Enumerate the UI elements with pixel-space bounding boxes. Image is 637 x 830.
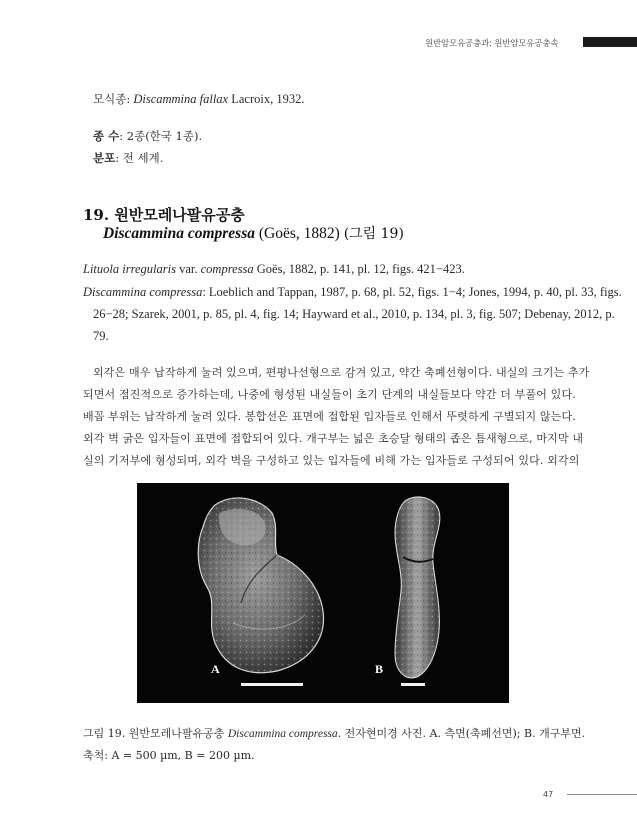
synonymy-entry-2	[83, 285, 622, 300]
running-header: 원반암모유공충과: 원반암모유공충속	[425, 39, 559, 49]
specimen-a	[198, 498, 323, 673]
species-author: (Goës, 1882)	[258, 225, 340, 242]
synonym-citation: Goës, 1882, p. 141, pl. 12, figs. 421−423.	[253, 262, 465, 276]
synonym-name: Discammina compressa	[83, 285, 203, 299]
description-line: 외각은 매우 납작하게 눌려 있으며, 편평나선형으로 감겨 있고, 약간 축폐선형이다. 내실의 크기는 추가	[93, 366, 590, 379]
synonymy-entry-2-cont1: 26−28; Szarek, 2001, p. 85, pl. 4, fig. 14; Hayward et al., 2010, p. 134, pl. 3, fig. 507; Debenay, 2012, p.	[93, 307, 615, 321]
figure-caption-scale	[83, 747, 255, 763]
description-line: 외각 벽 굵은 입자들이 표면에 접합되어 있다. 개구부는 넓은 초승달 형태의 좁은 틈새형으로, 마지막 내	[83, 432, 584, 445]
species-scientific-name: Discammina compressa	[103, 225, 255, 242]
page-number: 47	[543, 790, 554, 799]
type-species-label: 모식종:	[93, 92, 131, 106]
specimen-b	[395, 497, 440, 678]
caption-prefix: 그림 19. 원반모레나팔유공충	[83, 727, 228, 740]
species-count-line	[93, 128, 202, 144]
species-heading: 19. 원반모레나팔유공충	[83, 206, 245, 224]
distribution-line	[93, 150, 163, 166]
scale-bar-a	[241, 683, 303, 686]
scale-bar-b	[401, 683, 425, 686]
synonym-name: Lituola irregularis	[83, 262, 176, 276]
description-line: 배꼽 부위는 납작하게 눌려 있다. 봉합선은 표면에 접합된 입자들로 인해서 뚜렷하게 구별되지 않는다.	[83, 410, 576, 423]
sem-micrograph	[137, 483, 509, 703]
caption-scale: 축척: A = 500 µm, B = 200 µm.	[83, 749, 255, 762]
synonym-citation: : Loeblich and Tappan, 1987, p. 68, pl. 52, figs. 1−4; Jones, 1994, p. 40, pl. 33, figs.	[202, 285, 622, 299]
type-species-author: Lacroix, 1932.	[231, 92, 305, 106]
header-bar	[583, 37, 637, 47]
sem-figure	[137, 483, 509, 703]
type-species-name: Discammina fallax	[133, 92, 229, 106]
synonym-var: var.	[175, 262, 201, 276]
figure-caption	[83, 725, 585, 741]
figure-label-a: A	[211, 662, 220, 676]
description-line: 되면서 점진적으로 증가하는데, 나중에 형성된 내실들이 초기 단계의 내실들보다 약간 더 부풀어 있다.	[83, 388, 576, 401]
type-species-line	[93, 91, 305, 107]
figure-label-b: B	[375, 662, 384, 676]
species-figure-ref: (그림 19)	[343, 226, 404, 242]
species-scientific-heading	[103, 223, 404, 243]
description-line: 실의 기저부에 형성되며, 외각 벽을 구성하고 있는 입자들에 비해 가는 입자들로 구성되어 있다. 외각의	[83, 454, 580, 467]
synonym-variety: compressa	[200, 262, 254, 276]
distribution-label: 분포	[93, 151, 116, 165]
synonymy-entry-2-cont2: 79.	[93, 329, 109, 343]
distribution-value: : 전 세계.	[115, 151, 164, 165]
species-count-label: 종 수	[93, 129, 120, 143]
synonymy-entry-1	[83, 262, 465, 277]
species-count-value: : 2종(한국 1종).	[119, 129, 203, 143]
footer-rule	[567, 794, 637, 795]
caption-suffix: . 전자현미경 사진. A. 측면(축폐선면); B. 개구부면.	[337, 727, 586, 740]
caption-species: Discammina compressa	[227, 728, 338, 740]
